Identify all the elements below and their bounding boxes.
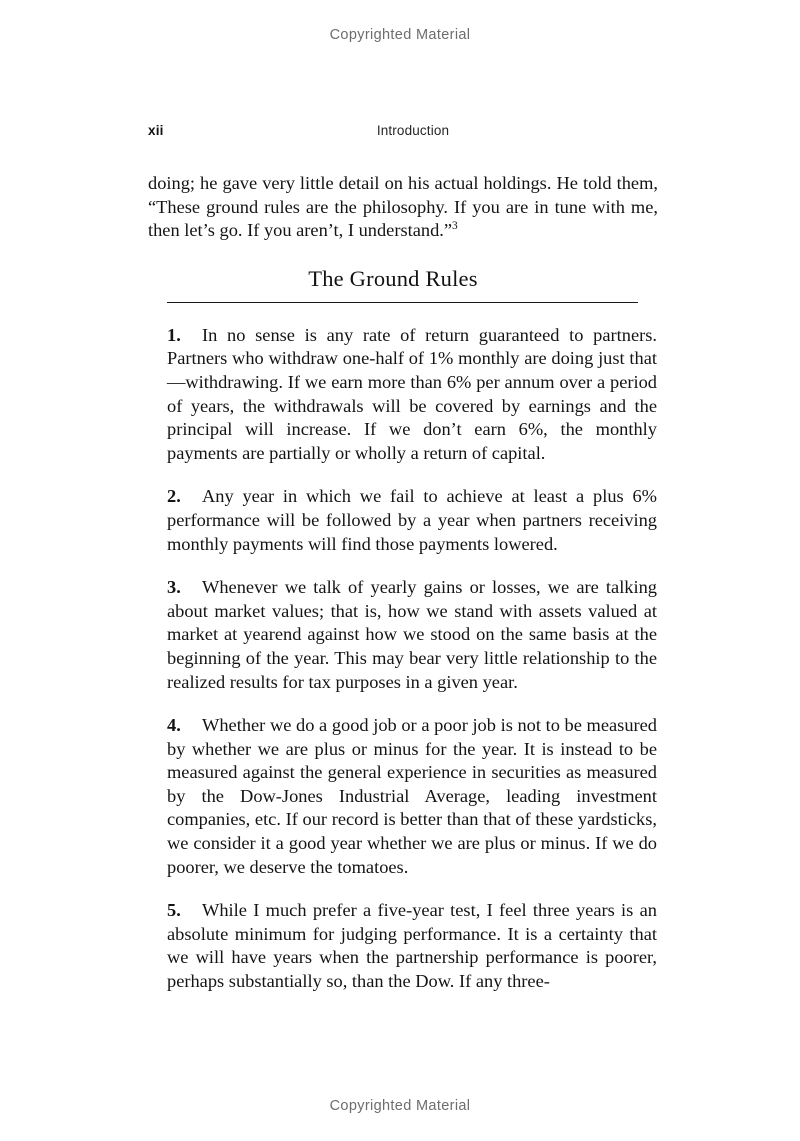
rule-number: 3. <box>167 577 181 598</box>
footnote-marker: 3 <box>452 220 458 233</box>
ground-rule-item <box>167 465 657 556</box>
ground-rule-item <box>167 694 657 879</box>
ground-rule-item <box>167 303 657 466</box>
chapter-title: Introduction <box>376 123 450 138</box>
ground-rule-item <box>167 556 657 694</box>
ground-rule-item <box>167 879 657 993</box>
page-number: xii <box>148 123 164 138</box>
rule-text: In no sense is any rate of return guaranteed to partners. Partners who withdraw one-half of 1% monthly are doing just that—withdrawing. If we earn more than 6% per annum over a period of years, the withdrawals will be covered by earnings and the principal will increase. If we don’t earn 6%, the monthly payments are partially or wholly a return of capital. <box>167 324 657 463</box>
copyright-watermark-top: Copyrighted Material <box>329 27 471 43</box>
rule-number: 5. <box>167 900 181 921</box>
rule-text: Any year in which we fail to achieve at least a plus 6% performance will be followed by a year when partners receiving monthly payments will find those payments lowered. <box>167 486 657 554</box>
section-heading: The Ground Rules <box>308 265 478 291</box>
copyright-watermark-bottom: Copyrighted Material <box>329 1098 471 1114</box>
ground-rules-list <box>167 303 657 994</box>
running-head <box>148 123 658 143</box>
intro-paragraph <box>148 172 658 243</box>
rule-text: Whether we do a good job or a poor job is not to be measured by whether we are plus or minus for the year. It is instead to be measured against the general experience in securities as measured by the Dow-Jones Industrial Average, leading investment companies, etc. If our record is better than that of these yardsticks, we consider it a good year whether we are plus or minus. If we do poorer, we deserve the tomatoes. <box>167 715 657 877</box>
rule-number: 4. <box>167 715 181 736</box>
intro-paragraph-text: doing; he gave very little detail on his actual holdings. He told them, “These ground rules are the philosophy. If you are in tune with me, then let’s go. If you aren’t, I understand.” <box>148 173 658 241</box>
text-column <box>148 172 658 994</box>
rule-text: While I much prefer a five-year test, I feel three years is an absolute minimum for judging performance. It is a certainty that we will have years when the partnership performance is poorer, perhaps substantially so, than the Dow. If any three- <box>167 900 657 992</box>
rule-text: Whenever we talk of yearly gains or losses, we are talking about market values; that is, how we stand with assets valued at market at yearend against how we stood on the same basis at the beginning of the year. This may bear very little relationship to the realized results for tax purposes in a given year. <box>167 577 657 692</box>
rule-number: 2. <box>167 486 181 507</box>
rule-number: 1. <box>167 324 181 345</box>
